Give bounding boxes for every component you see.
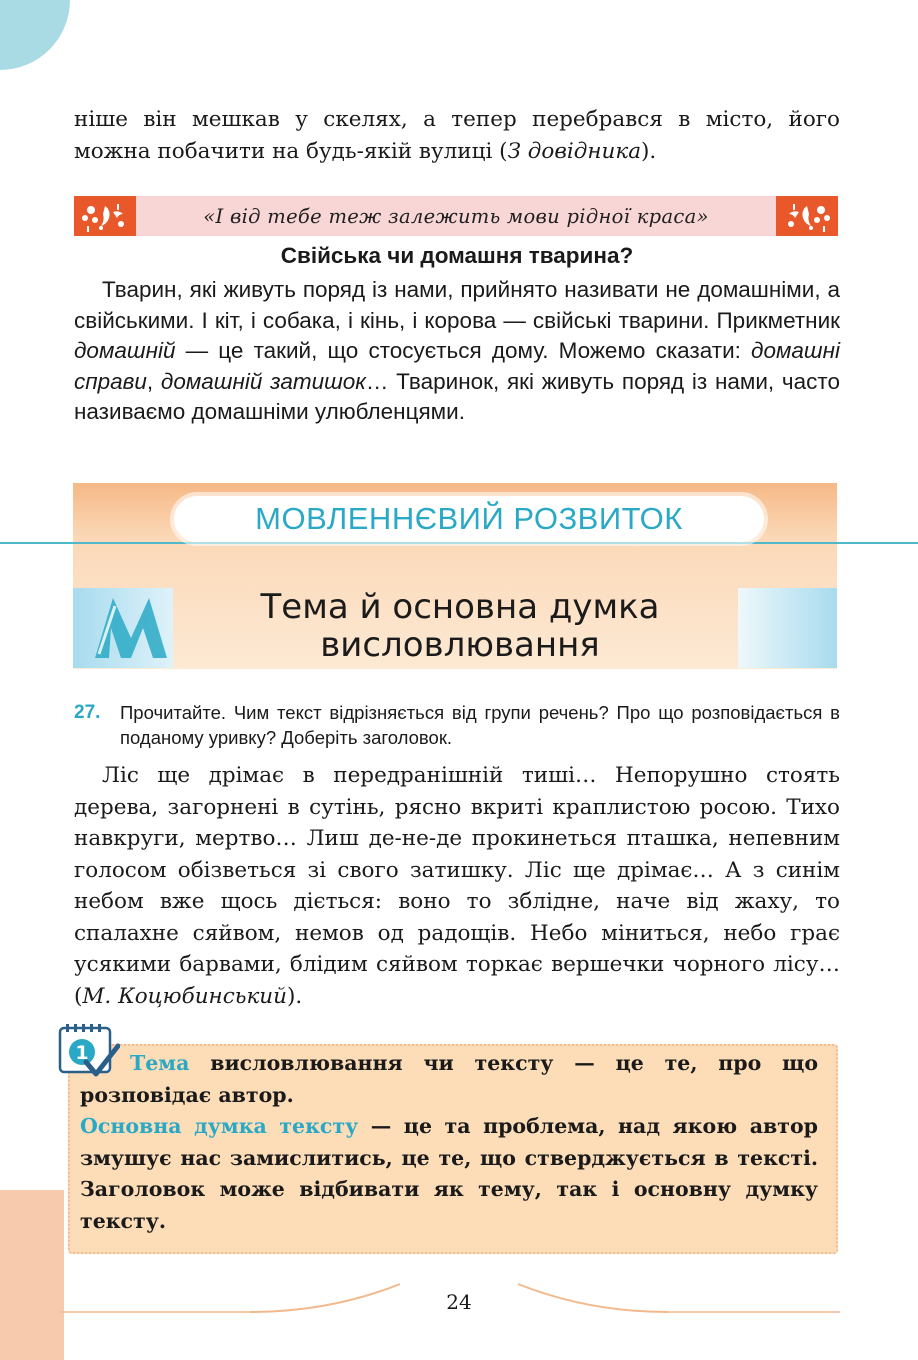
term-main-idea: Основна думка тексту [80, 1114, 359, 1138]
example-word: домашній [74, 338, 176, 363]
letter-m-icon [73, 588, 173, 668]
lesson-deco-right [738, 588, 837, 668]
word-note-paragraph: Тварин, які живуть поряд із нами, прийнято називати не домашніми, а свійськими. І кіт, і собака, і кінь, і корова — свійські тварини. Прикметник домашній — це такий, що стосується дому. Можемо сказати: домашні справи, домашній затишок… Тваринок, які живуть поряд із нами, часто називаємо домашніми улюбленцями. [74, 277, 840, 424]
term-theme: Тема [130, 1051, 190, 1075]
intro-paragraph: ніше він мешкав у скелях, а тепер перебрався в місто, його можна побачити на будь-якій вулиці (З довідника). [74, 107, 840, 164]
task-instruction: Прочитайте. Чим текст відрізняється від групи речень? Про що розповідається в поданому уривку? Доберіть заголовок. [120, 702, 840, 748]
intro-line1: ніше він мешкав у скелях, а тепер перебрався в місто, його [74, 107, 840, 132]
literary-passage: Ліс ще дрімає в передранішній тиші… Непорушно стоять дерева, загорнені в сутінь, рясно вкриті краплистою росою. Тихо навкруги, мертво… Лиш де-не-де прокинеться пташка, непевним голосом обізветься зі свого затишку. Ліс ще дрімає… А з синім небом вже щось діється: воно то зблідне, наче від жаху, то спалахне сяйвом, немов од радощів. Небо міниться, небо грає усякими барвами, блідим сяйвом торкає вершечки чорного лісу… (М. Коцюбинський). [74, 763, 840, 1009]
task-number: 27. [74, 702, 101, 723]
task-27 [74, 700, 840, 750]
banner-divider-line [0, 542, 918, 544]
rule-text: Тема висловлювання чи тексту — це те, про що розповідає автор. Основна думка тексту — це та проблема, над якою автор змушує нас замислитись, це те, що стверджується в тексті. Заголовок може відбивати як тему, так і основну думку тексту. [80, 1051, 818, 1233]
example-phrase: домашні справи [74, 338, 840, 394]
folk-ornament-icon [74, 196, 136, 236]
example-phrase: домашній затишок [160, 368, 366, 394]
corner-decoration-top [0, 0, 70, 70]
passage-author: М. Коцюбинський [82, 983, 287, 1009]
source-reference: З довідника [507, 138, 642, 164]
lesson-title: Тема й основна думка висловлювання [260, 587, 660, 665]
word-note-title: Свійська чи домашня тварина? [280, 243, 634, 268]
motto-text: «І від тебе теж залежить мови рідної краса» [203, 204, 709, 228]
folk-ornament-icon [776, 196, 838, 236]
motto-band [74, 196, 838, 236]
lesson-deco-left [73, 588, 173, 668]
section-heading: МОВЛЕННЄВИЙ РОЗВИТОК [174, 496, 764, 542]
page-number: 24 [446, 1290, 472, 1314]
svg-text:1: 1 [75, 1042, 89, 1064]
